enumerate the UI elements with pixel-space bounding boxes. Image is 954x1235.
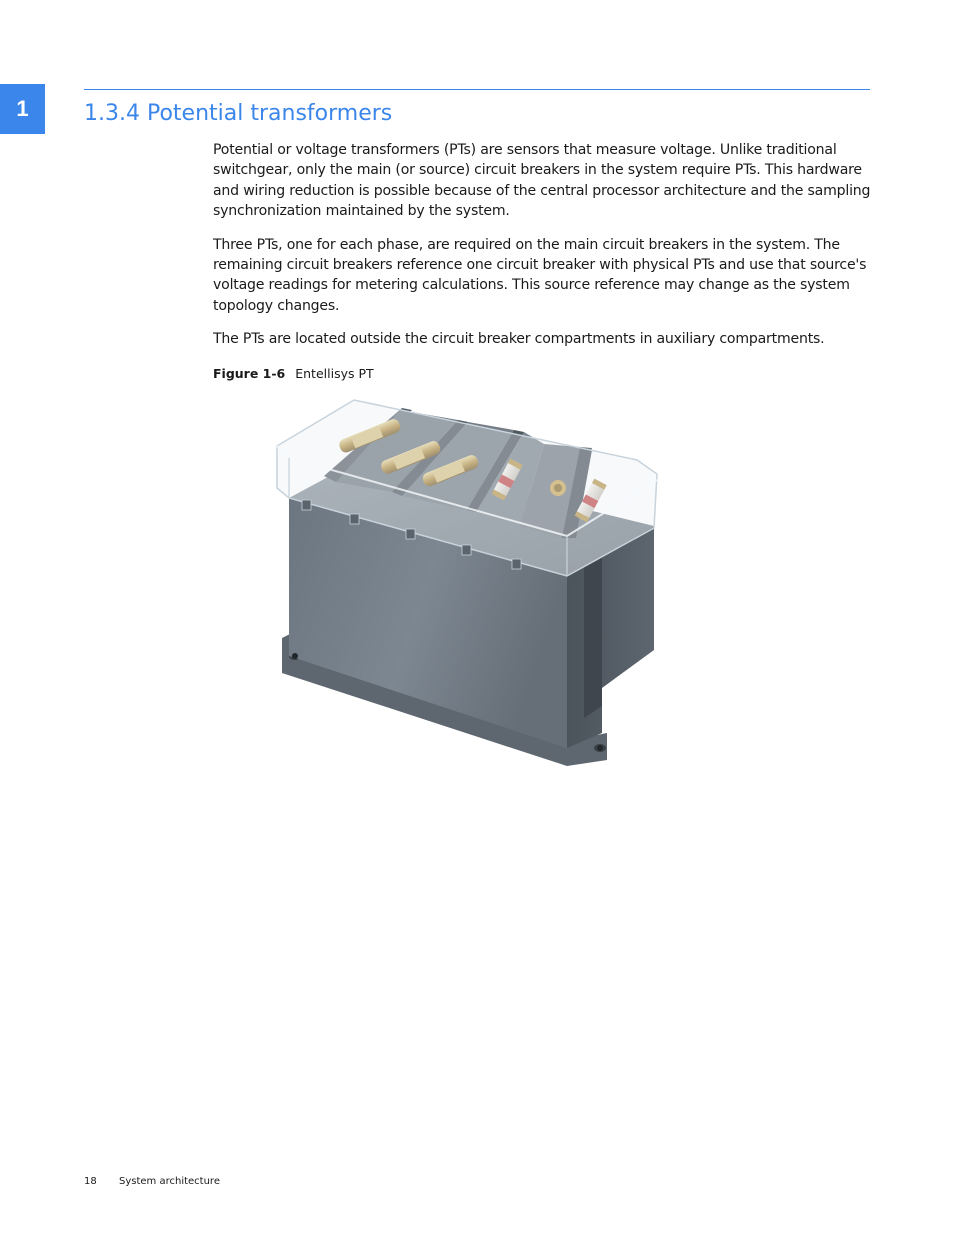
footer-section-name: System architecture — [119, 1176, 220, 1187]
paragraph-3: The PTs are located outside the circuit breaker compartments in auxiliary compartments. — [213, 331, 825, 348]
page-number: 18 — [84, 1176, 97, 1187]
pt-photo — [262, 388, 662, 778]
figure-caption — [213, 365, 374, 383]
page-footer — [84, 1175, 220, 1189]
figure-title: Entellisys PT — [295, 366, 374, 381]
body-text — [213, 140, 873, 363]
paragraph-2: Three PTs, one for each phase, are required on the main circuit breakers in the system. The remaining circuit breakers reference one circuit breaker with physical PTs and use that source's voltage readings for metering calculations. This source reference may change as the system topology changes. — [213, 236, 867, 314]
paragraph-1: Potential or voltage transformers (PTs) are sensors that measure voltage. Unlike traditional switchgear, only the main (or source) circuit breakers in the system require PTs. This hardware and wiring reduction is possible because of the central processor architecture and the sampling synchronization maintained by the system. — [213, 142, 871, 219]
figure-label: Figure 1-6 — [213, 366, 286, 381]
heading-rule — [84, 89, 870, 90]
section-heading: 1.3.4 Potential transformers — [84, 101, 393, 126]
chapter-tab: 1 — [0, 84, 45, 134]
